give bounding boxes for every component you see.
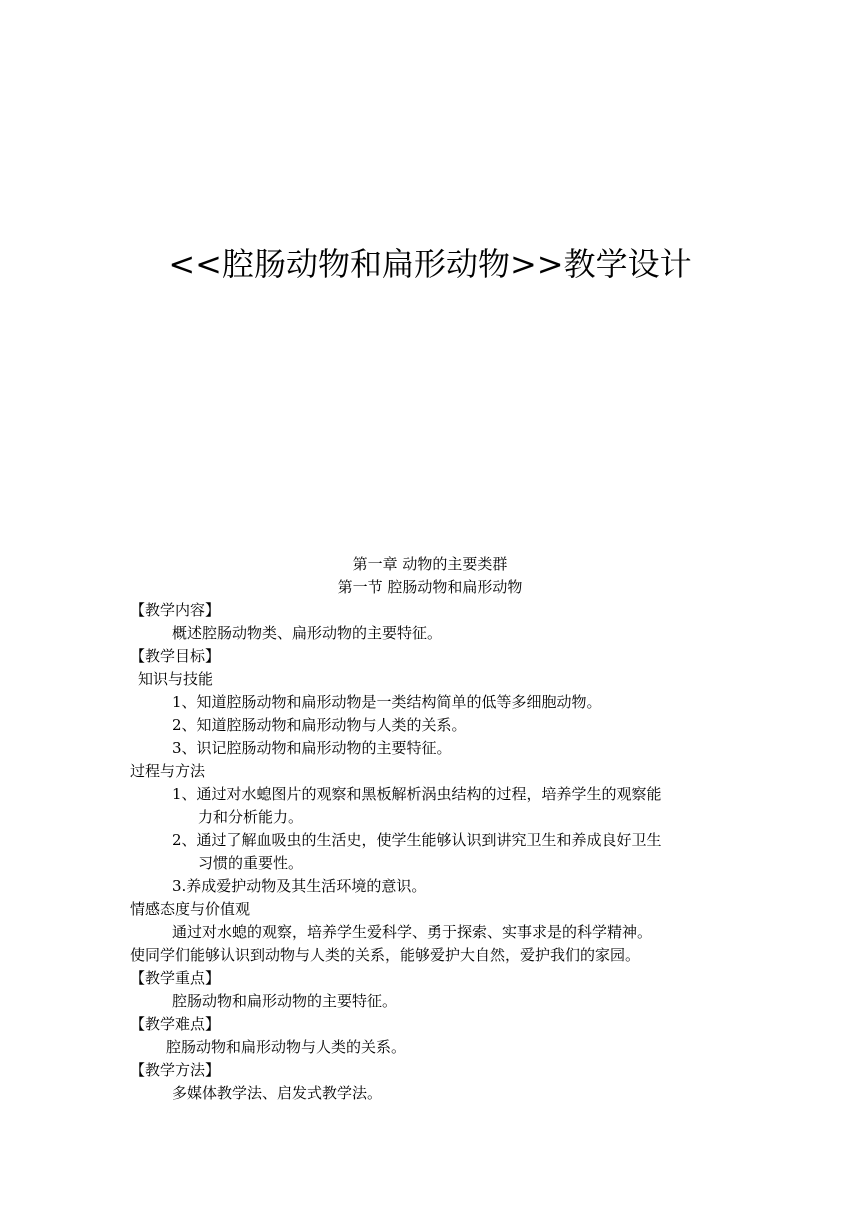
- content-heading: 【教学内容】: [130, 601, 221, 619]
- goals-heading: 【教学目标】: [130, 647, 221, 665]
- key-heading: 【教学重点】: [130, 969, 221, 987]
- process-item-1-line-2: 力和分析能力。: [198, 808, 304, 826]
- difficulty-heading: 【教学难点】: [130, 1015, 221, 1033]
- key-text: 腔肠动物和扁形动物的主要特征。: [172, 992, 398, 1010]
- knowledge-item: 3、识记腔肠动物和扁形动物的主要特征。: [172, 739, 452, 757]
- difficulty-text: 腔肠动物和扁形动物与人类的关系。: [166, 1038, 407, 1056]
- process-item-1-line-1: 1、通过对水螅图片的观察和黑板解析涡虫结构的过程，培养学生的观察能: [172, 785, 662, 803]
- document-title: <<腔肠动物和扁形动物>>教学设计: [168, 245, 692, 283]
- document-body: [130, 553, 730, 1105]
- emotion-line-1: 通过对水螅的观察，培养学生爱科学、勇于探索、实事求是的科学精神。: [172, 923, 653, 941]
- section-heading: 第一节 腔肠动物和扁形动物: [337, 578, 523, 596]
- process-item-2-line-1: 2、通过了解血吸虫的生活史，使学生能够认识到讲究卫生和养成良好卫生: [172, 831, 662, 849]
- knowledge-heading: 知识与技能: [138, 670, 214, 688]
- content-text: 概述腔肠动物类、扁形动物的主要特征。: [172, 624, 443, 642]
- emotion-heading: 情感态度与价值观: [130, 900, 251, 918]
- chapter-heading: 第一章 动物的主要类群: [352, 555, 508, 573]
- emotion-line-2: 使同学们能够认识到动物与人类的关系，能够爱护大自然，爱护我们的家园。: [130, 946, 641, 964]
- process-item-2-line-2: 习惯的重要性。: [198, 854, 304, 872]
- method-text: 多媒体教学法、启发式教学法。: [172, 1084, 383, 1102]
- knowledge-item: 1、知道腔肠动物和扁形动物是一类结构简单的低等多细胞动物。: [172, 693, 602, 711]
- process-item-3: 3.养成爱护动物及其生活环境的意识。: [172, 877, 427, 895]
- process-heading: 过程与方法: [130, 762, 206, 780]
- method-heading: 【教学方法】: [130, 1061, 221, 1079]
- knowledge-item: 2、知道腔肠动物和扁形动物与人类的关系。: [172, 716, 467, 734]
